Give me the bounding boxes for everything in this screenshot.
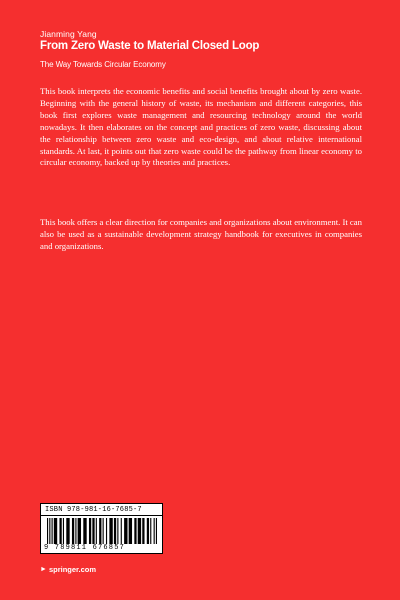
barcode-bar [89, 518, 91, 544]
barcode-bar [154, 518, 155, 544]
barcode-bar [78, 518, 81, 544]
barcode-bar [47, 518, 48, 544]
barcode-bar [156, 518, 157, 544]
publisher-link[interactable] [40, 565, 96, 574]
barcode-bar [63, 518, 64, 544]
book-title: From Zero Waste to Material Closed Loop [40, 40, 260, 52]
description-paragraph-1: This book interprets the economic benefits and social benefits brought about by zero waste. Beginning with the general history of waste, its mechanism and different categories, this book first explores waste management and resourcing technology around the world nowadays. It then elaborates on the concept and practices of zero waste, discussing about the relationship between zero waste and eco-design, and about relative international standards. At last, it points out that zero waste could be the pathway from linear economy to circular economy, backed up by theories and practices. [40, 86, 362, 168]
publisher-url: springer.com [48, 565, 97, 574]
barcode-bar [75, 518, 76, 544]
barcode-bar [59, 518, 61, 544]
barcode-bar [49, 518, 50, 544]
isbn-barcode-box [40, 503, 163, 554]
barcode-bar [117, 518, 118, 544]
author-name: Jianming Yang [40, 29, 97, 39]
barcode-bar [103, 518, 104, 544]
barcode-digits: 9 789811 676857 [44, 544, 126, 552]
barcode-bar [106, 518, 107, 544]
barcode-bar [147, 518, 149, 544]
barcode-bar [92, 518, 94, 544]
barcode-bar [96, 518, 97, 544]
barcode-bar [72, 518, 74, 544]
barcode-bar [83, 518, 86, 544]
barcode-bar [124, 518, 127, 544]
arrow-right-icon: ► [40, 566, 47, 573]
barcode-bar [150, 518, 151, 544]
barcode-bar [66, 518, 69, 544]
description-paragraph-2: This book offers a clear direction for companies and organizations about environment. It can also be used as a sustainable development strategy handbook for executives in companies and organizations. [40, 217, 362, 251]
book-subtitle: The Way Towards Circular Economy [40, 60, 166, 69]
barcode-bar [109, 518, 112, 544]
barcode-bar [129, 518, 132, 544]
barcode-bar [114, 518, 116, 544]
isbn-divider [41, 515, 162, 516]
barcode-icon [47, 518, 157, 544]
barcode-bar [99, 518, 101, 544]
isbn-label: ISBN 978-981-16-7685-7 [45, 506, 142, 514]
barcode-bar [54, 518, 57, 544]
barcode-bar [52, 518, 53, 544]
barcode-bar [138, 518, 141, 544]
barcode-bar [121, 518, 122, 544]
barcode-bar [142, 518, 144, 544]
barcode-bar [134, 518, 136, 544]
